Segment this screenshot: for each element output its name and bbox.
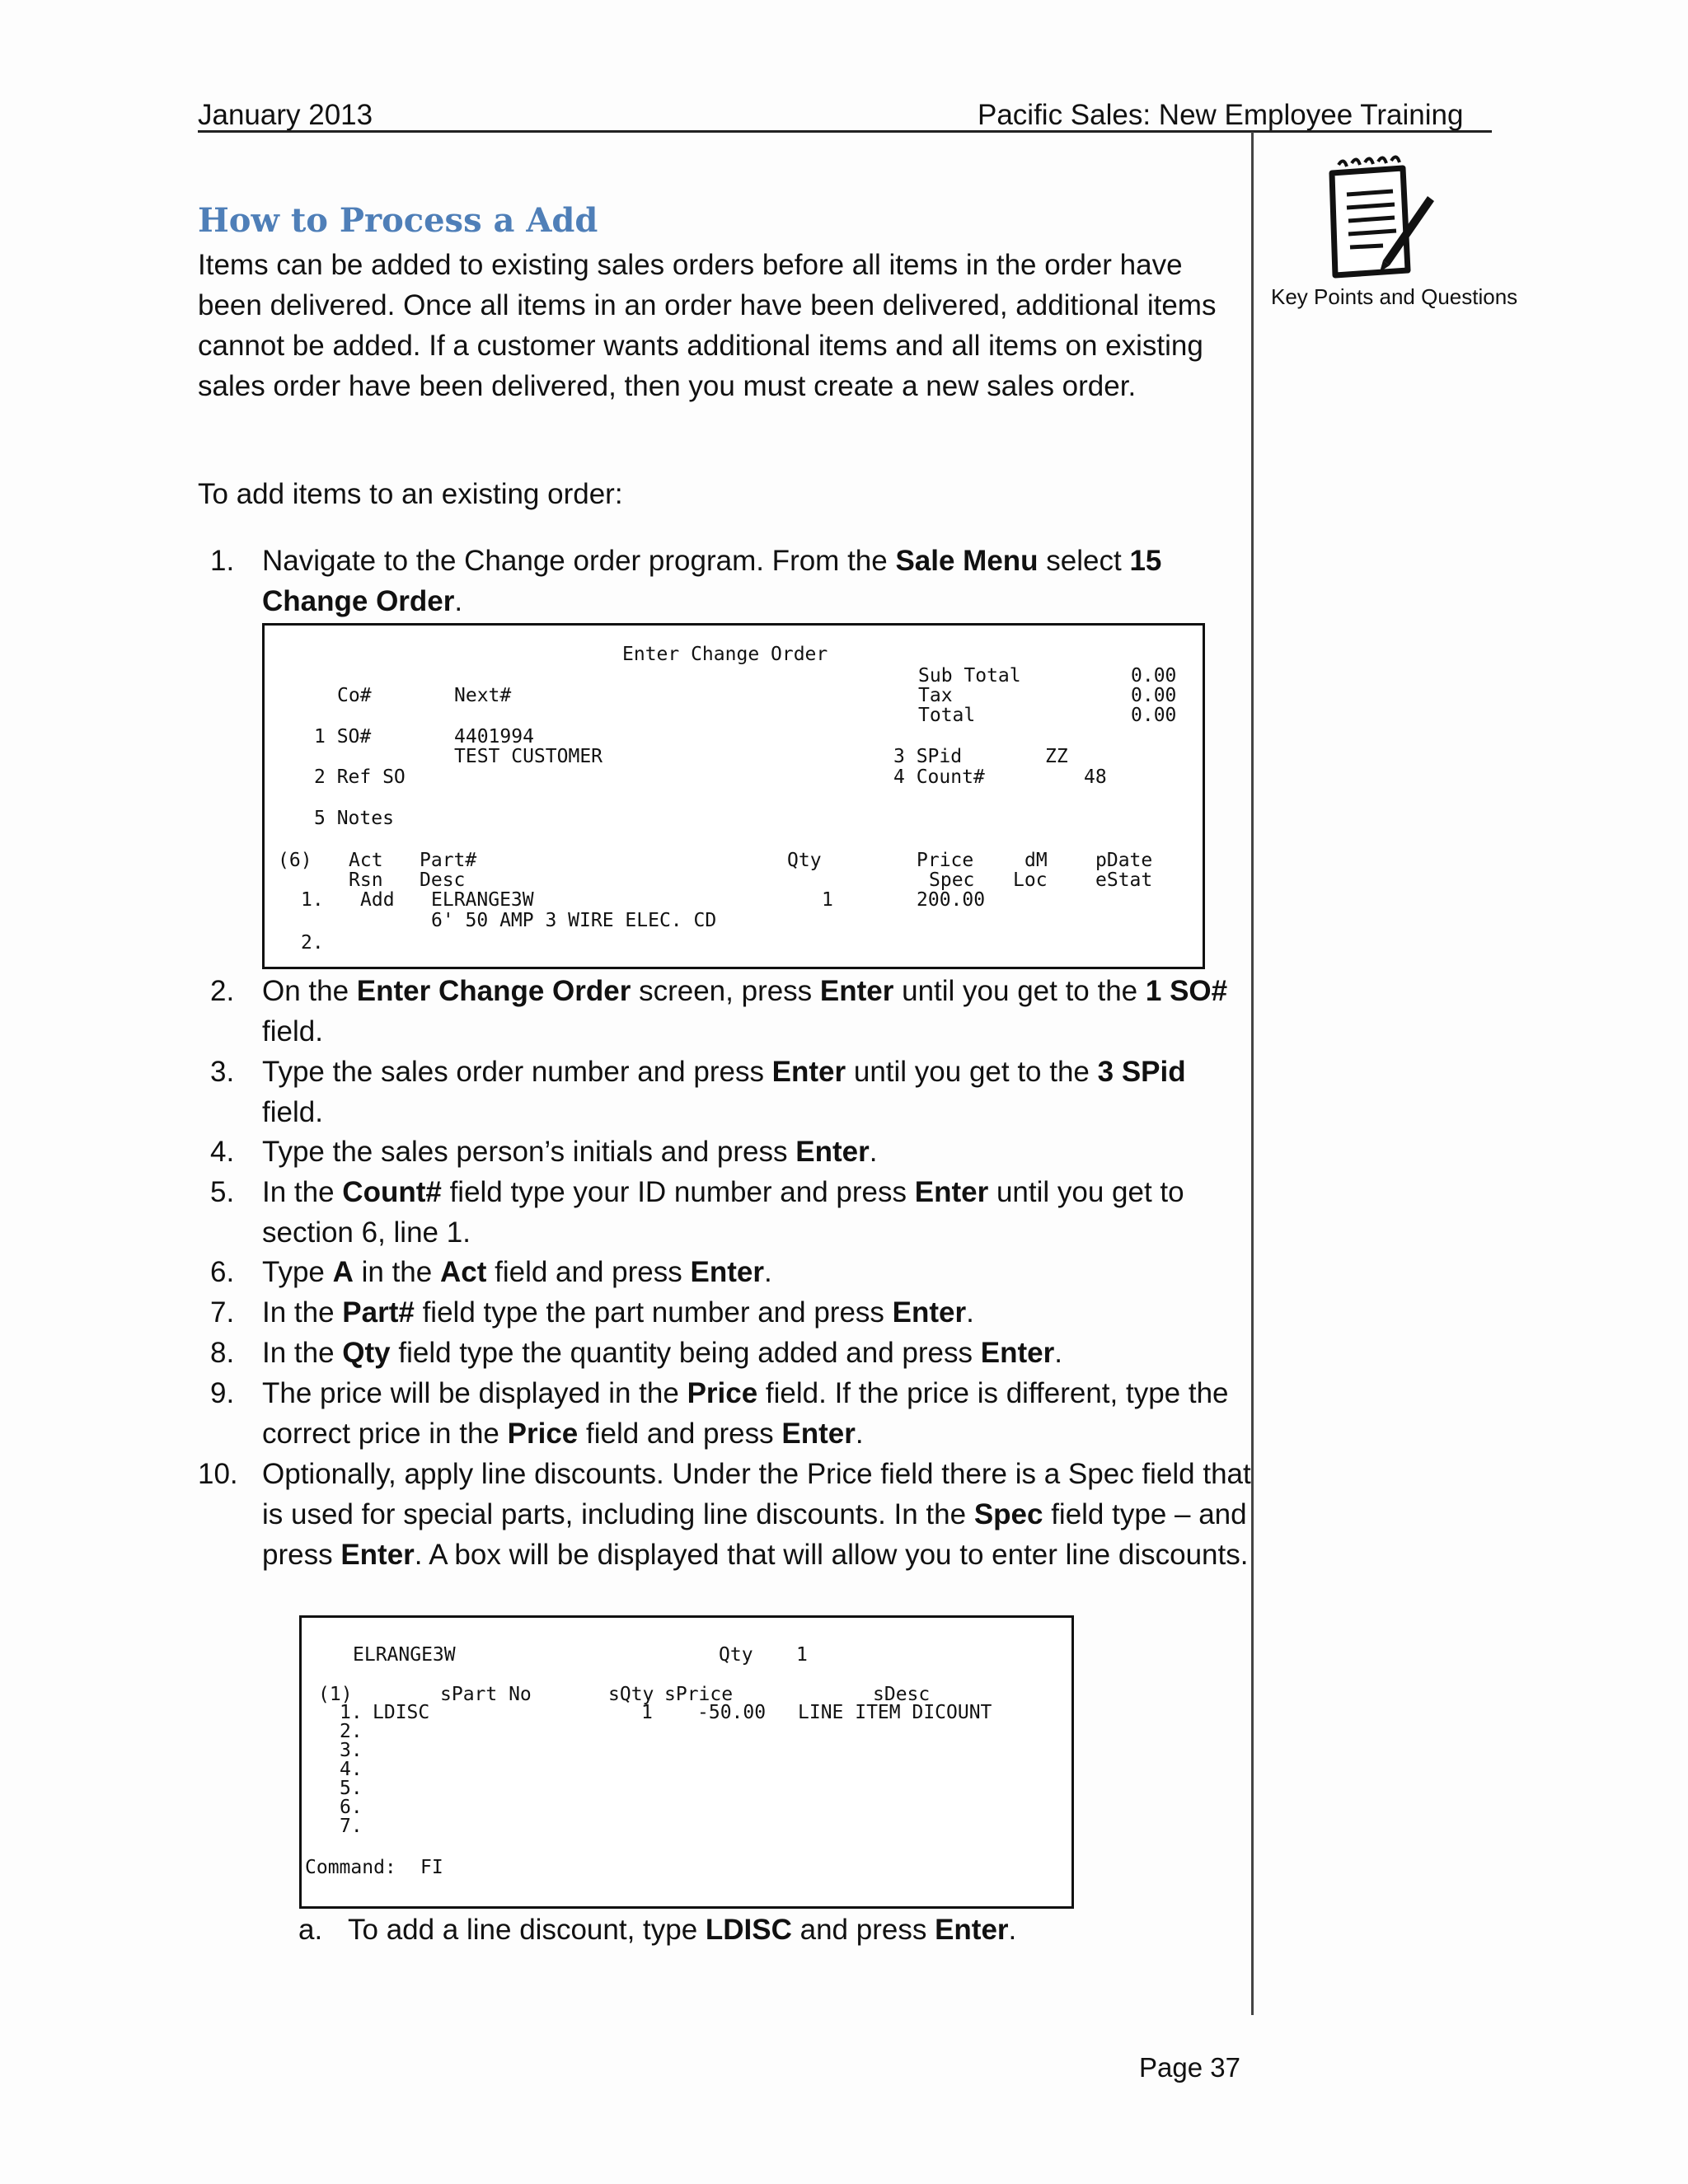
- line-discount-screen: ELRANGE3W Qty 1 (1) sPart No sQty sPrice sDesc 1. LDISC 1 -50.00 LINE ITEM DICOUNT 2. 3. 4. 5. 6. 7. Command: FI: [299, 1615, 1074, 1909]
- count-field-value: 48: [1084, 766, 1107, 788]
- notepad-icon: [1317, 155, 1441, 287]
- page-number: Page 37: [1139, 2052, 1240, 2083]
- intro-paragraph: Items can be added to existing sales orders before all items in the order have been delivered. Once all items in an order have been delivered, additional items cannot be added. If a customer wants additional items and all items on existing sales order have been delivered, then you must create a new sales order.: [198, 249, 1217, 402]
- screen-title: Enter Change Order: [622, 644, 828, 665]
- header-date: January 2013: [198, 99, 373, 131]
- header-title: Pacific Sales: New Employee Training: [978, 99, 1464, 131]
- so-field-value: 4401994: [454, 726, 534, 748]
- so-field-label: 1 SO#: [314, 726, 372, 748]
- sidebar-caption: Key Points and Questions: [1271, 284, 1518, 309]
- sidebar-divider: [1251, 132, 1254, 2015]
- lead-sentence: To add items to an existing order:: [198, 478, 623, 510]
- section-title: How to Process a Add: [198, 201, 598, 240]
- header-rule: [198, 130, 1492, 133]
- count-field-label: 4 Count#: [893, 766, 985, 788]
- spid-field-label: 3 SPid: [893, 746, 963, 767]
- spid-field-value: ZZ: [1045, 746, 1068, 767]
- change-order-screen: Enter Change Order Sub Total 0.00 Co# Next# Tax 0.00 Total 0.00 1 SO# 4401994 TEST CUSTOMER 3 SPid ZZ 2 Ref SO 4 Count# 48 5 Notes (6) Act Part# Qty Price dM pDate Rsn Desc Spec Loc eStat 1. Add ELRANGE3W 1 200.00 6' 50 AMP 3 WIRE ELEC. CD 2.: [262, 623, 1205, 969]
- step-number: 1.: [210, 545, 235, 577]
